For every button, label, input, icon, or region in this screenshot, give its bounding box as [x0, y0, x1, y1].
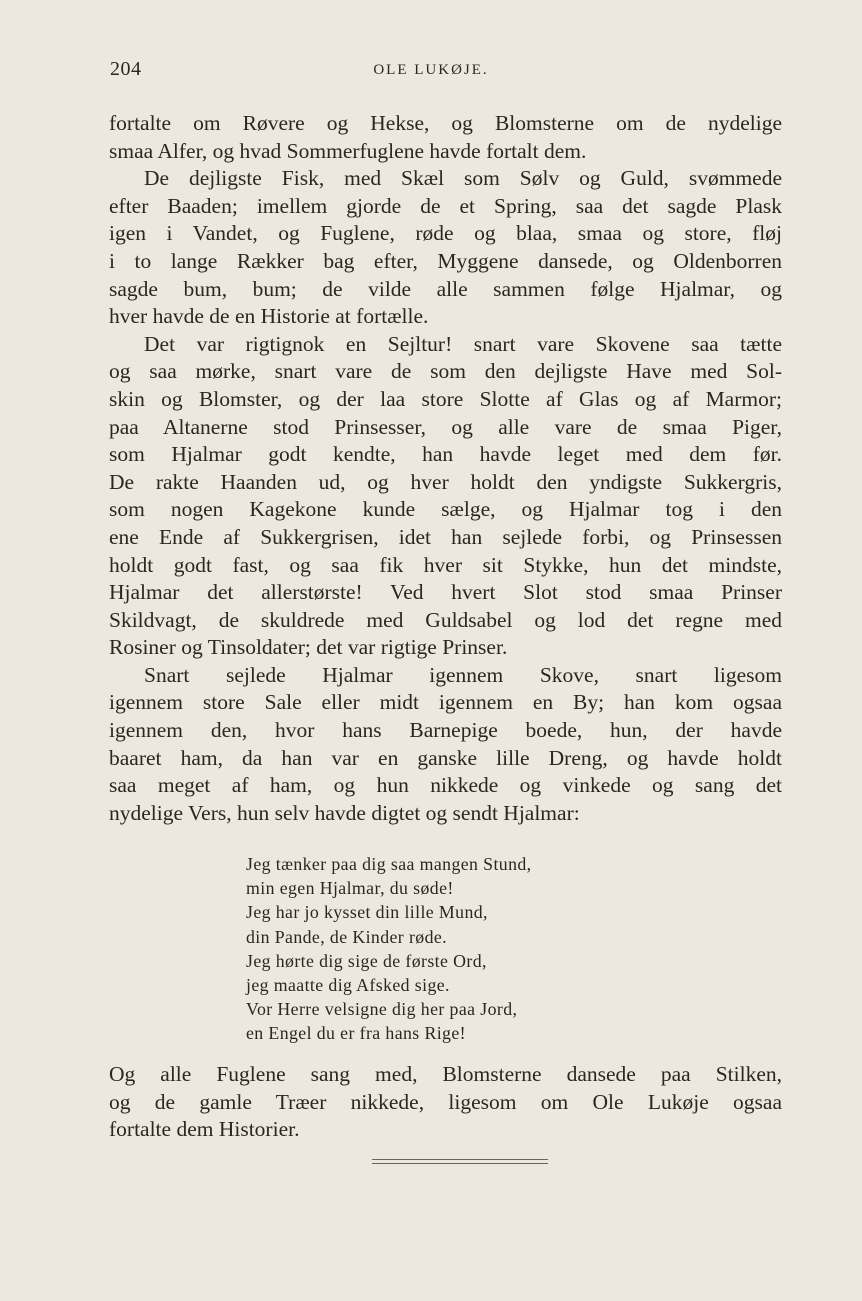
text-line: Snart sejlede Hjalmar igennem Skove, snart ligesom	[144, 662, 782, 687]
poem-line: en Engel du er fra hans Rige!	[246, 1023, 466, 1044]
text-line: igennem store Sale eller midt igennem en By; han kom ogsaa	[109, 690, 782, 715]
end-rule	[372, 1159, 548, 1160]
running-title: OLE LUKØJE.	[373, 62, 489, 78]
poem-line: Jeg har jo kysset din lille Mund,	[246, 902, 488, 923]
poem	[246, 852, 666, 1046]
text-line: hver havde de en Historie at fortælle.	[109, 304, 429, 329]
text-line: og de gamle Træer nikkede, ligesom om Ole Lukøje ogsaa	[109, 1089, 782, 1114]
poem-line: Jeg hørte dig sige de første Ord,	[246, 950, 487, 971]
poem-line: jeg maatte dig Afsked sige.	[246, 975, 450, 996]
text-line: Det var rigtignok en Sejltur! snart vare Skovene saa tætte	[144, 331, 782, 356]
text-line: som nogen Kagekone kunde sælge, og Hjalmar tog i den	[109, 497, 782, 522]
page-number: 204	[110, 58, 142, 80]
text-line: igen i Vandet, og Fuglene, røde og blaa, smaa og store, fløj	[109, 221, 782, 246]
text-line: og saa mørke, snart vare de som den dejligste Have med Sol-	[109, 359, 782, 384]
poem-line: Jeg tænker paa dig saa mangen Stund,	[246, 854, 532, 874]
text-line: holdt godt fast, og saa fik hver sit Stykke, hun det mindste,	[109, 552, 782, 577]
text-line: smaa Alfer, og hvad Sommerfuglene havde fortalt dem.	[109, 138, 587, 163]
text-line: Rosiner og Tinsoldater; det var rigtige Prinser.	[109, 635, 508, 660]
poem-line: din Pande, de Kinder røde.	[246, 926, 448, 947]
text-line: igennem den, hvor hans Barnepige boede, hun, der havde	[109, 718, 782, 743]
body-text	[109, 110, 782, 827]
text-line: De rakte Haanden ud, og hver holdt den yndigste Sukkergris,	[109, 469, 782, 494]
text-line: paa Altanerne stod Prinsesser, og alle vare de smaa Piger,	[109, 414, 782, 439]
text-line: i to lange Rækker bag efter, Myggene dansede, og Oldenborren	[109, 248, 782, 273]
poem-line: min egen Hjalmar, du søde!	[246, 878, 454, 899]
text-line: baaret ham, da han var en ganske lille Dreng, og havde holdt	[109, 745, 782, 770]
text-line: skin og Blomster, og der laa store Slotte af Glas og af Marmor;	[109, 386, 782, 411]
text-line: Skildvagt, de skuldrede med Guldsabel og lod det regne med	[109, 607, 782, 632]
closing-paragraph	[109, 1061, 782, 1144]
end-rule	[372, 1163, 548, 1164]
text-line: De dejligste Fisk, med Skæl som Sølv og Guld, svømmede	[144, 166, 782, 191]
text-line: Og alle Fuglene sang med, Blomsterne dansede paa Stilken,	[109, 1062, 782, 1086]
text-line: sagde bum, bum; de vilde alle sammen følge Hjalmar, og	[109, 276, 782, 301]
text-line: ene Ende af Sukkergrisen, idet han sejlede forbi, og Prinsessen	[109, 524, 782, 549]
text-line: som Hjalmar godt kendte, han havde leget med dem før.	[109, 442, 782, 467]
text-line: fortalte om Røvere og Hekse, og Blomsterne om de nydelige	[109, 111, 782, 135]
text-line: efter Baaden; imellem gjorde de et Spring, saa det sagde Plask	[109, 193, 782, 218]
text-line: saa meget af ham, og hun nikkede og vinkede og sang det	[109, 773, 782, 798]
poem-line: Vor Herre velsigne dig her paa Jord,	[246, 999, 518, 1020]
text-line: Hjalmar det allerstørste! Ved hvert Slot stod smaa Prinser	[109, 580, 782, 605]
text-line: nydelige Vers, hun selv havde digtet og sendt Hjalmar:	[109, 800, 580, 825]
text-line: fortalte dem Historier.	[109, 1117, 300, 1142]
